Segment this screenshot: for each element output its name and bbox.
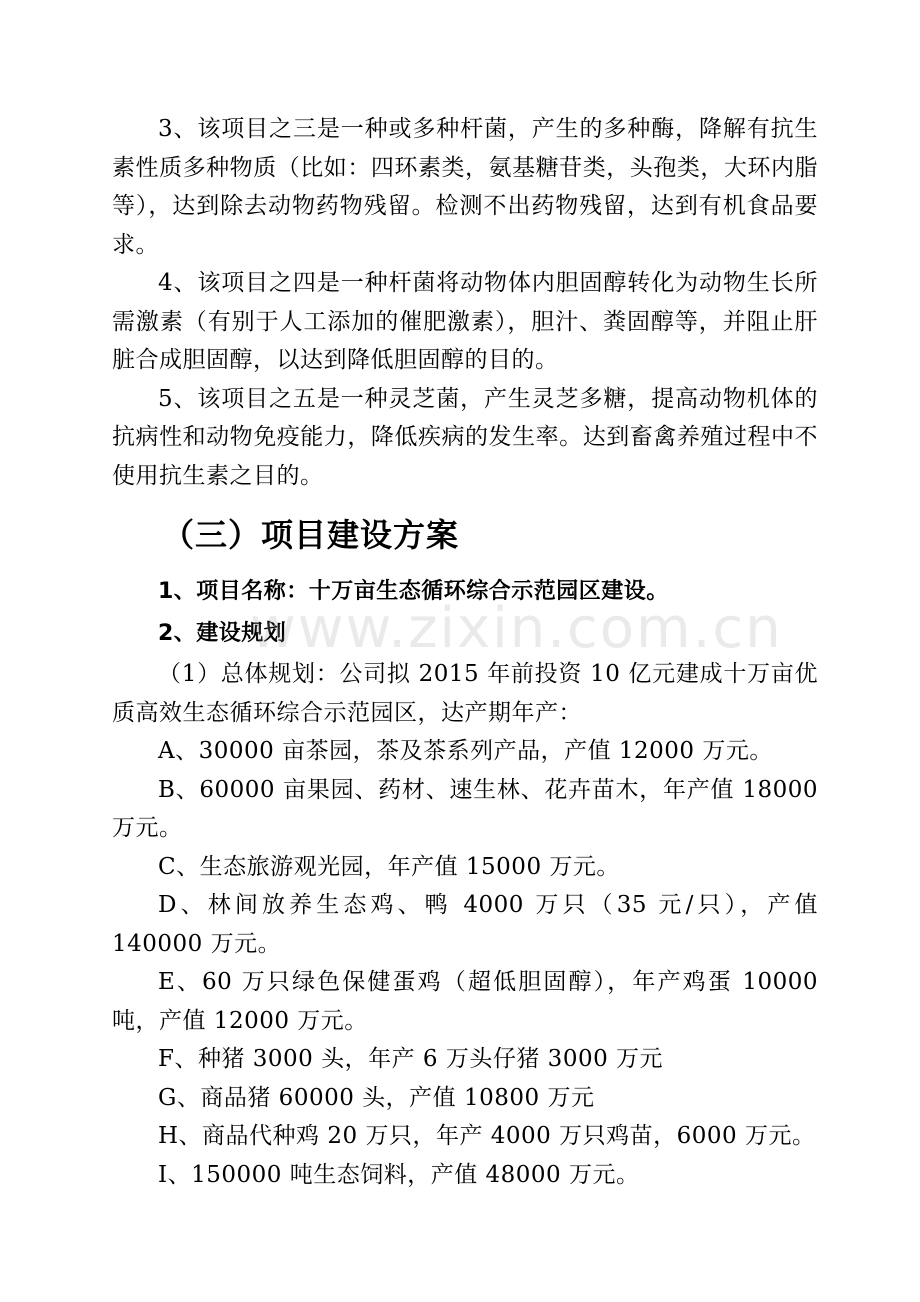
plan-item-i: I、150000 吨生态饲料，产值 48000 万元。 bbox=[158, 1161, 640, 1188]
plan-item-c: C、生态旅游观光园，年产值 15000 万元。 bbox=[158, 853, 620, 880]
plan-item-d: D、林间放养生态鸡、鸭 4000 万只（35 元/只），产值 140000 万元。 bbox=[112, 892, 818, 957]
project-name-heading: 1、项目名称：十万亩生态循环综合示范园区建设。 bbox=[158, 579, 669, 604]
plan-item-a: A、30000 亩茶园，茶及茶系列产品，产值 12000 万元。 bbox=[158, 738, 773, 764]
plan-item-f: F、种猪 3000 头，年产 6 万头仔猪 3000 万元 bbox=[158, 1046, 664, 1072]
construction-plan-heading: 2、建设规划 bbox=[158, 621, 287, 646]
paragraph-item-3: 3、该项目之三是一种或多种杆菌，产生的多种酶，降解有抗生素性质多种物质（比如：四环素类，氨基糖苷类，头孢类，大环内脂等），达到除去动物药物残留。检测不出药物残留，达到有机食品要求。 bbox=[112, 116, 818, 258]
plan-item-b: B、60000 亩果园、药材、速生林、花卉苗木，年产值 18000 万元。 bbox=[112, 776, 818, 841]
plan-item-g: G、商品猪 60000 头，产值 10800 万元 bbox=[158, 1084, 595, 1111]
paragraph-item-5: 5、该项目之五是一种灵芝菌，产生灵芝多糖，提高动物机体的抗病性和动物免疫能力，降低疾病的发生率。达到畜禽养殖过程中不使用抗生素之目的。 bbox=[112, 385, 818, 489]
section-heading: （三）项目建设方案 bbox=[162, 516, 460, 554]
watermark: www.zixin.com.cn bbox=[250, 596, 783, 661]
paragraph-item-4: 4、该项目之四是一种杆菌将动物体内胆固醇转化为动物生长所需激素（有别于人工添加的催肥激素），胆汁、粪固醇等，并阻止肝脏合成胆固醇，以达到降低胆固醇的目的。 bbox=[112, 270, 818, 373]
plan-item-e: E、60 万只绿色保健蛋鸡（超低胆固醇），年产鸡蛋 10000 吨，产值 12000 万元。 bbox=[112, 969, 818, 1034]
plan-item-h: H、商品代种鸡 20 万只，年产 4000 万只鸡苗，6000 万元。 bbox=[158, 1123, 816, 1149]
overall-plan-paragraph: （1）总体规划：公司拟 2015 年前投资 10 亿元建成十万亩优质高效生态循环综合示范园区，达产期年产： bbox=[112, 661, 818, 726]
